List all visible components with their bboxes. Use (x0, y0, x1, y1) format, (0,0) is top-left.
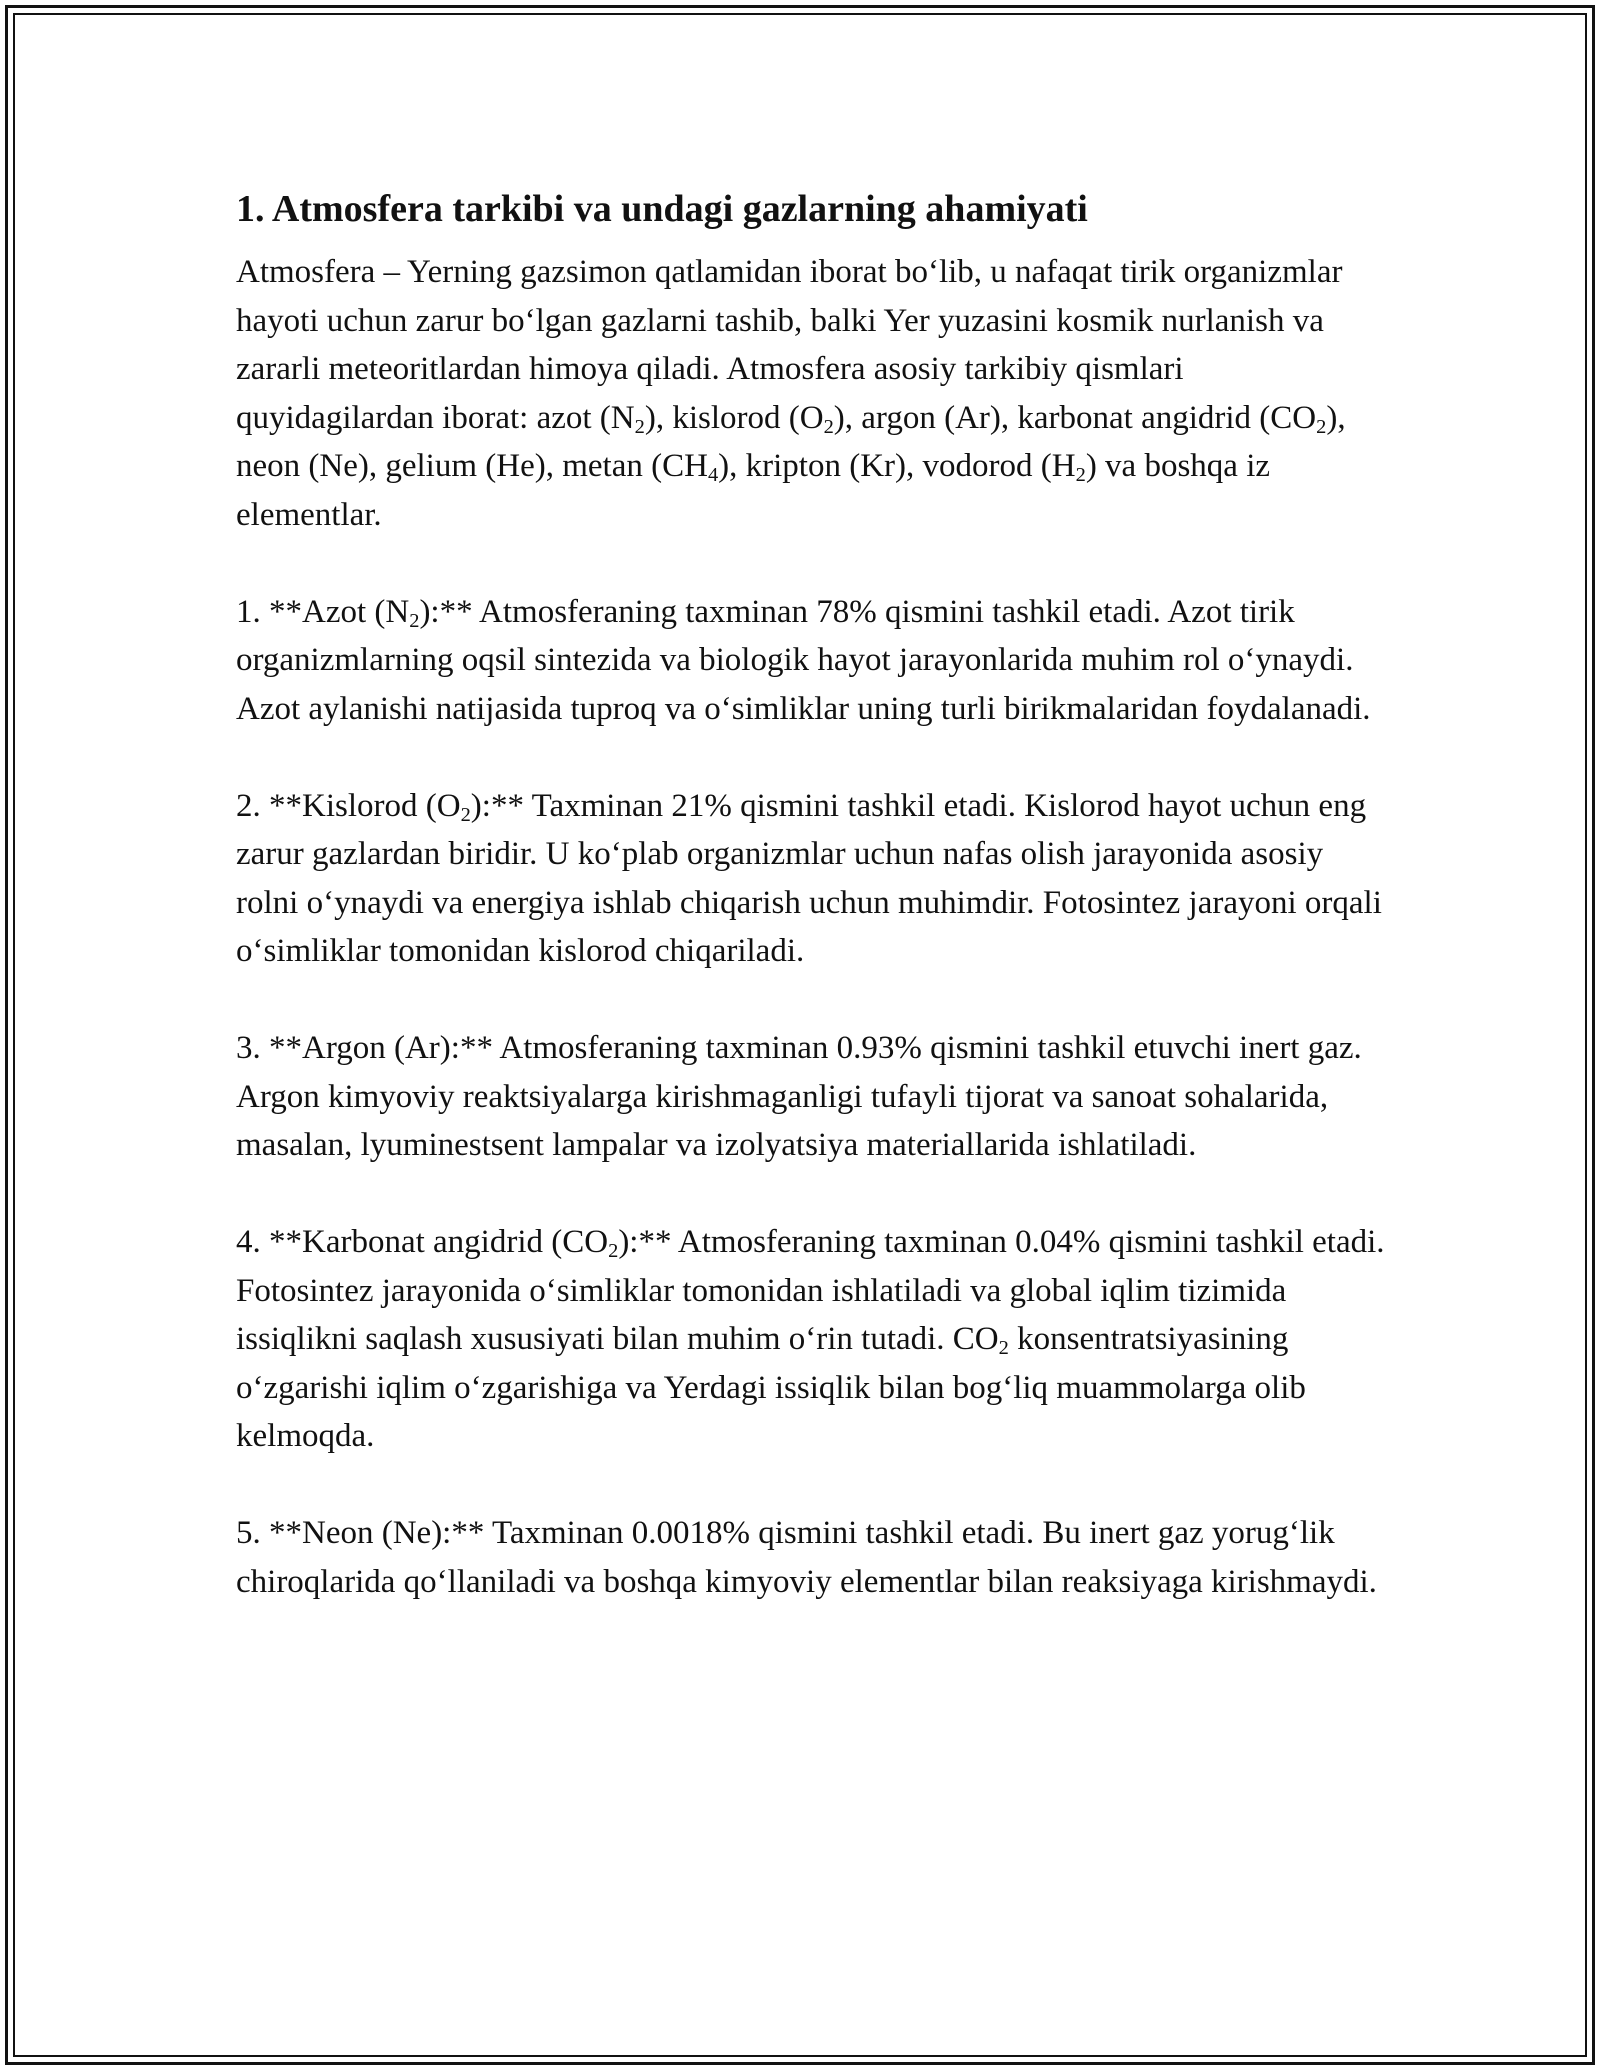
document-body (236, 248, 1386, 1606)
text-run: ), argon (Ar), karbonat angidrid (CO (833, 399, 1317, 436)
subscript: 2 (409, 609, 420, 632)
text-run: 3. **Argon (Ar):** Atmosferaning taxminan 0.93% qismini tashkil etuvchi inert gaz. Argon kimyoviy reaktsiyalarga kirishmaganligi tufayli tijorat va sanoat sohalarida, masalan, lyuminestsent lampalar va izolyatsiya materiallarida ishlatiladi. (236, 1030, 1362, 1163)
paragraph-kislorod (236, 782, 1386, 976)
subscript: 2 (1075, 464, 1086, 487)
paragraph-intro (236, 248, 1386, 539)
text-run: ), neon (Ne), gelium (He), metan (CH (236, 399, 1346, 484)
text-run: 2. **Kislorod (O (236, 787, 461, 824)
subscript: 2 (634, 415, 645, 438)
text-run: ):** Taxminan 21% qismini tashkil etadi. Kislorod hayot uchun eng zarur gazlardan biridir. U ko‘plab organizmlar uchun nafas olish jarayonida asosiy rolni o‘ynaydi va energiya ishlab chiqarish uchun muhimdir. Fotosintez jarayoni orqali o‘simliklar tomonidan kislorod chiqariladi. (236, 787, 1382, 969)
subscript: 2 (823, 415, 834, 438)
text-run: 4. **Karbonat angidrid (CO (236, 1224, 609, 1260)
subscript: 2 (608, 1240, 619, 1263)
subscript: 2 (460, 803, 471, 826)
text-run: Atmosfera – Yerning gazsimon qatlamidan iborat bo‘lib, u nafaqat tirik organizmlar hayoti uchun zarur bo‘lgan gazlarni tashib, balki Yer yuzasini kosmik nurlanish va zararli meteoritlardan himoya qiladi. Atmosfera asosiy tarkibiy qismlari quyidagilardan iborat: azot (N (236, 254, 1343, 436)
paragraph-neon (236, 1509, 1386, 1606)
text-run: ):** Atmosferaning taxminan 78% qismini tashkil etadi. Azot tirik organizmlarning oqsil sintezida va biologik hayot jarayonlarida muhim rol o‘ynaydi. Azot aylanishi natijasida tuproq va o‘simliklar uning turli birikmalaridan foydalanadi. (236, 593, 1371, 727)
text-run: ), kislorod (O (644, 399, 824, 436)
text-run: 1. **Azot (N (236, 593, 410, 630)
paragraph-argon (236, 1024, 1386, 1170)
paragraph-karbonat-angidrid (236, 1218, 1386, 1461)
text-run: ):** Atmosferaning taxminan 0.04% qismini tashkil etadi. Fotosintez jarayonida o‘simliklar tomonidan ishlatiladi va global iqlim tizimida issiqlikni saqlash xususiyati bilan muhim o‘rin tutadi. CO (236, 1224, 1385, 1357)
text-run: ), kripton (Kr), vodorod (H (718, 448, 1076, 484)
document-title: 1. Atmosfera tarkibi va undagi gazlarning ahamiyati (236, 188, 1088, 230)
paragraph-azot (236, 588, 1386, 734)
text-run: 5. **Neon (Ne):** Taxminan 0.0018% qismini tashkil etadi. Bu inert gaz yorug‘lik chiroqlarida qo‘llaniladi va boshqa kimyoviy elementlar bilan reaksiyaga kirishmaydi. (236, 1515, 1377, 1600)
text-run: ) va boshqa iz elementlar. (236, 448, 1271, 533)
subscript: 2 (998, 1337, 1009, 1360)
subscript: 4 (707, 464, 719, 487)
document-page (236, 184, 1386, 1655)
text-run: konsentratsiyasining o‘zgarishi iqlim o‘zgarishiga va Yerdagi issiqlik bilan bog‘liq muammolarga olib kelmoqda. (236, 1321, 1306, 1454)
subscript: 2 (1316, 415, 1327, 438)
